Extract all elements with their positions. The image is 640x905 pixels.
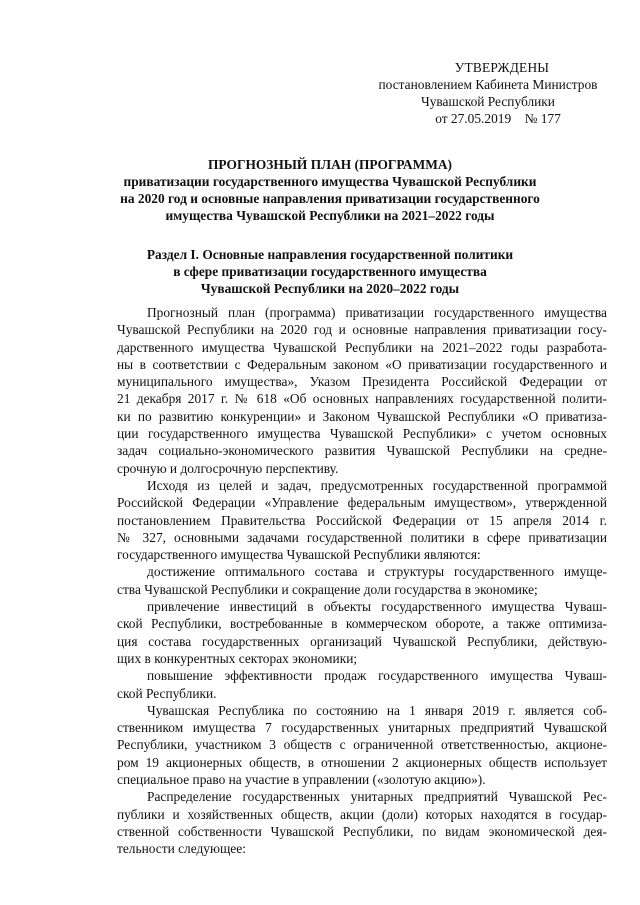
section-heading-line: в сфере приватизации государственного имущества	[173, 264, 487, 279]
section-heading-line: Чувашской Республики на 2020–2022 годы	[200, 281, 460, 296]
paragraph-line: ства Чувашской Республики и сокращение доли государства в экономике;	[117, 581, 538, 597]
paragraph	[117, 667, 607, 702]
approval-heading: УТВЕРЖДЕНЫ	[454, 60, 550, 75]
paragraph-line: ской Республики.	[117, 685, 217, 701]
paragraph-line: повышение эффективности продаж государственного имущества Чуваш-	[147, 668, 607, 684]
paragraph-line: ции государственного имущества Чувашской Республики» с учетом основных	[117, 426, 607, 442]
paragraph-line: щих в конкурентных секторах экономики;	[117, 650, 358, 666]
paragraph	[117, 598, 607, 667]
approval-authority: постановлением Кабинета Министров	[378, 77, 598, 92]
paragraph-line: Прогнозный план (программа) приватизации государственного имущества	[147, 305, 607, 320]
paragraph-line: постановлением Правительства Российской Федерации от 15 апреля 2014 г.	[117, 512, 607, 528]
paragraph-line: достижение оптимального состава и структуры государственного имуще-	[147, 564, 607, 580]
paragraph-line: срочную и долгосрочную перспективу.	[117, 460, 339, 476]
document-title-line: имущества Чувашской Республики на 2021–2022 годы	[165, 208, 495, 223]
paragraph-line: ской Республики, востребованные в коммерческом обороте, а также оптимиза-	[117, 616, 607, 632]
paragraph-line: тельности следующее:	[117, 841, 246, 857]
document-title-line: ПРОГНОЗНЫЙ ПЛАН (ПРОГРАММА)	[208, 157, 452, 172]
paragraph-line: ром 19 акционерных обществ, в отношении 2 акционерных обществ использует	[117, 754, 607, 770]
paragraph-line: ны в соответствии с Федеральным законом «О приватизации государственного и	[117, 356, 607, 372]
paragraph	[117, 702, 607, 788]
paragraph-line: № 327, основными задачами государственной политики в сфере приватизации	[117, 529, 607, 545]
document-title-line: на 2020 год и основные направления приватизации государственного	[120, 191, 540, 206]
section-heading	[100, 246, 560, 297]
paragraph-line: Чувашская Республика по состоянию на 1 января 2019 г. является соб-	[147, 702, 607, 718]
paragraph-line: задач социально-экономического развития Чувашской Республики на средне-	[117, 443, 607, 459]
paragraph-line: ция состава государственных организаций Чувашской Республики, действую-	[117, 633, 607, 649]
paragraph-line: 21 декабря 2017 г. № 618 «Об основных направлениях государственной полити-	[117, 391, 607, 407]
approval-date-number: от 27.05.2019 № 177	[435, 111, 561, 126]
paragraph-line: дарственного имущества Чувашской Республики на 2021–2022 годы разработа-	[117, 339, 607, 355]
paragraph-line: Республики, участником 3 обществ с ограниченной ответственностью, акционе-	[117, 737, 607, 753]
paragraph	[117, 563, 607, 598]
body-text	[117, 304, 607, 858]
section-heading-line: Раздел I. Основные направления государственной политики	[146, 247, 514, 262]
document-title-line: приватизации государственного имущества Чувашской Республики	[123, 174, 537, 189]
paragraph	[117, 304, 607, 477]
document-title	[100, 156, 560, 224]
paragraph-line: Российской Федерации «Управление федеральным имуществом», утвержденной	[117, 495, 607, 511]
paragraph	[117, 477, 607, 563]
approval-region: Чувашской Республики	[421, 94, 555, 109]
paragraph-line: публики и хозяйственных обществ, акции (доли) которых находятся в государ-	[117, 806, 607, 822]
approval-stamp	[368, 59, 608, 127]
paragraph-line: ки по развитию конкуренции» и Законом Чувашской Республики «О приватиза-	[117, 408, 607, 424]
paragraph	[117, 788, 607, 857]
paragraph-line: ственной собственности Чувашской Республики, по видам экономической дея-	[117, 823, 607, 839]
paragraph-line: ственником имущества 7 государственных унитарных предприятий Чувашской	[117, 720, 607, 736]
paragraph-line: Исходя из целей и задач, предусмотренных государственной программой	[147, 477, 607, 493]
paragraph-line: Распределение государственных унитарных предприятий Чувашской Рес-	[147, 789, 607, 805]
paragraph-line: муниципального имущества», Указом Президента Российской Федерации от	[117, 374, 607, 390]
paragraph-line: специальное право на участие в управлении («золотую акцию»).	[117, 772, 486, 788]
paragraph-line: Чувашской Республики на 2020 год и основные направления приватизации госу-	[117, 322, 607, 338]
paragraph-line: государственного имущества Чувашской Республики являются:	[117, 547, 481, 563]
paragraph-line: привлечение инвестиций в объекты государственного имущества Чуваш-	[147, 599, 607, 615]
